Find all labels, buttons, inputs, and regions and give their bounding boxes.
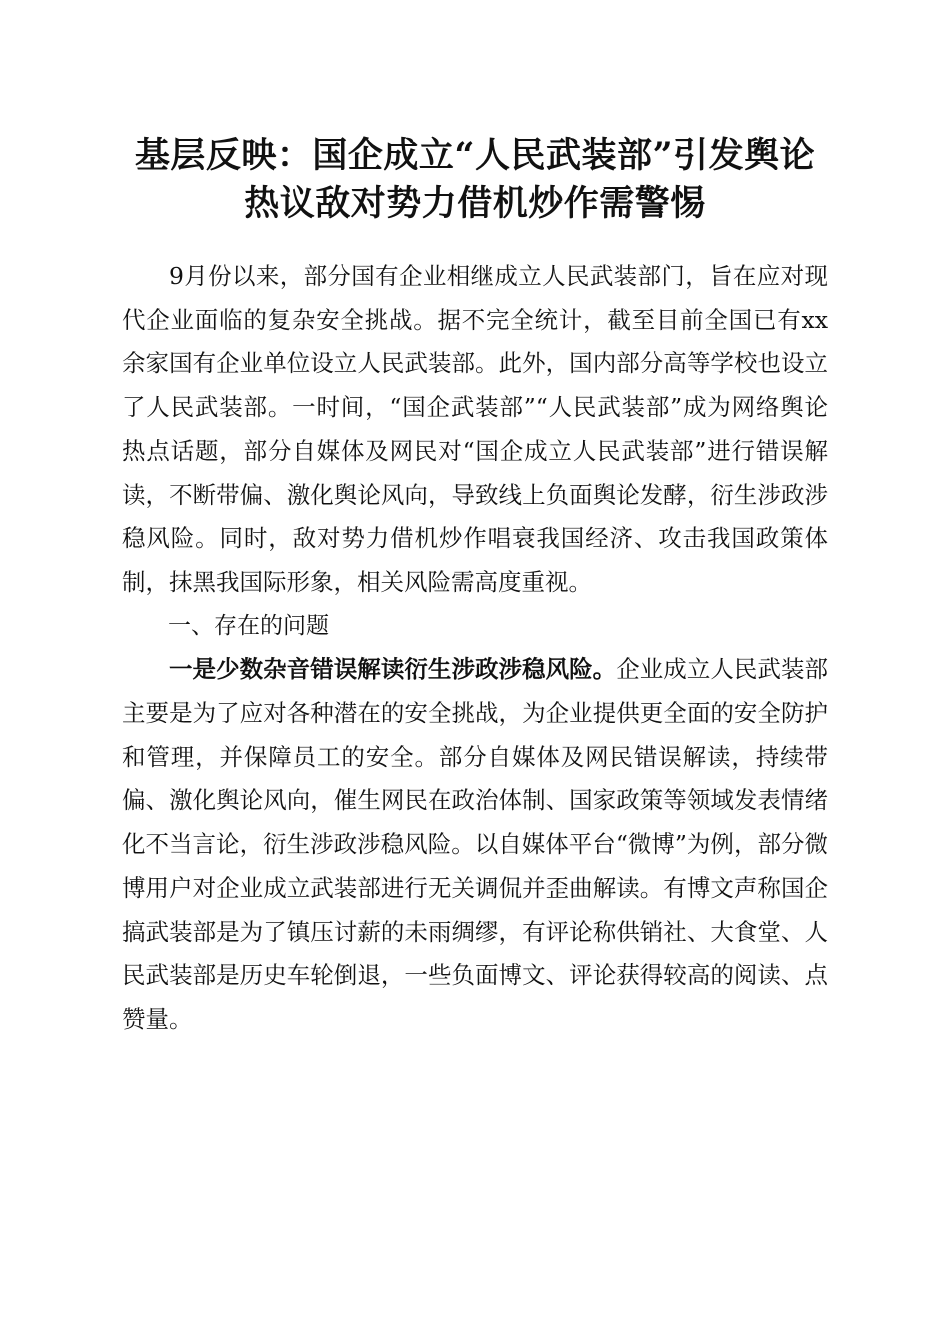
paragraph-lead: 一是少数杂音错误解读衍生涉政涉稳风险。 bbox=[169, 655, 617, 684]
paragraph-body: 企业成立人民武装部主要是为了应对各种潜在的安全挑战，为企业提供更全面的安全防护和管理，并保障员工的安全。部分自媒体及网民错误解读，持续带偏、激化舆论风向，催生网民在政治体制、国家政策等领域发表情绪化不当言论，衍生涉政涉稳风险。以自媒体平台“微博”为例，部分微博用户对企业成立武装部进行无关调侃并歪曲解读。有博文声称国企搞武装部是为了镇压讨薪的未雨绸缪，有评论称供销社、大食堂、人民武装部是历史车轮倒退，一些负面博文、评论获得较高的阅读、点赞量。 bbox=[122, 655, 828, 1033]
document-title bbox=[100, 132, 850, 228]
section-heading: 一、存在的问题 bbox=[168, 612, 329, 639]
problem-paragraph bbox=[122, 648, 828, 1041]
title-line-2: 热议敌对势力借机炒作需警惕 bbox=[244, 183, 706, 224]
title-line-1: 基层反映：国企成立“人民武装部”引发舆论 bbox=[134, 135, 816, 176]
intro-paragraph: 9月份以来，部分国有企业相继成立人民武装部门，旨在应对现代企业面临的复杂安全挑战。据不完全统计，截至目前全国已有xx余家国有企业单位设立人民武装部。此外，国内部分高等学校也设立了人民武装部。一时间，“国企武装部”“人民武装部”成为网络舆论热点话题，部分自媒体及网民对“国企成立人民武装部”进行错误解读，不断带偏、激化舆论风向，导致线上负面舆论发酵，衍生涉政涉稳风险。同时，敌对势力借机炒作唱衰我国经济、攻击我国政策体制，抹黑我国际形象，相关风险需高度重视。 bbox=[122, 262, 828, 596]
document-body bbox=[122, 255, 828, 1042]
